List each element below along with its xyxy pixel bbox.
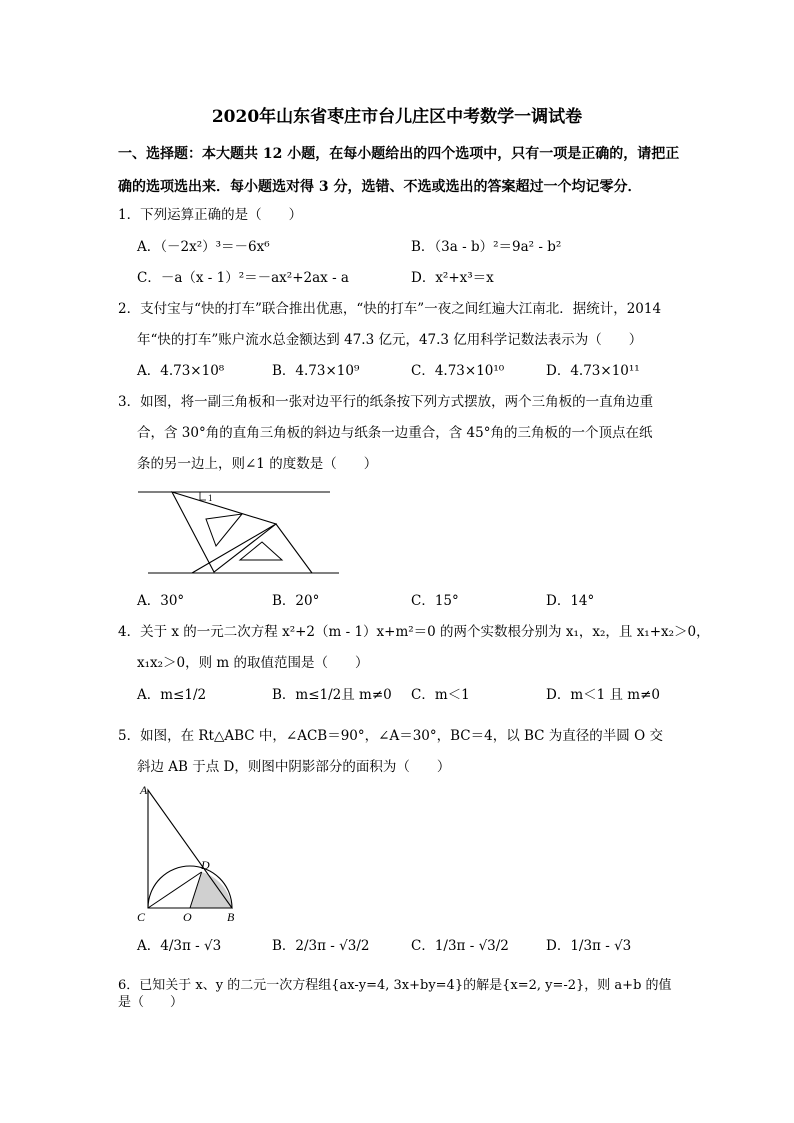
q5-option-d: D．1/3π - √3 [546, 938, 632, 954]
q2-option-c: C．4.73×10¹⁰ [411, 363, 505, 379]
q3-stem-line2: 合，含 30°角的直角三角板的斜边与纸条一边重合，含 45°角的三角板的一个顶点在纸 [137, 425, 653, 441]
q2-option-b: B．4.73×10⁹ [272, 363, 360, 379]
q4-option-b: B．m≤1/2且 m≠0 [272, 687, 392, 703]
q5-triangle-abc [148, 790, 232, 908]
q2-option-d: D．4.73×10¹¹ [546, 363, 640, 379]
q4-stem-line2: x₁x₂＞0，则 m 的取值范围是（ ） [137, 655, 369, 671]
q5-figure-right-triangle [134, 780, 244, 924]
q3-45-degree-triangle-hole [240, 542, 282, 560]
q5-option-a: A．4/3π - √3 [137, 938, 222, 954]
q5-option-b: B．2/3π - √3/2 [272, 938, 370, 954]
q1-stem: 1．下列运算正确的是（ ） [118, 207, 303, 223]
q5-label-b: B [227, 910, 235, 924]
q3-45-degree-triangle [192, 524, 312, 573]
q1-option-b: B．（3a - b）²＝9a² - b² [411, 239, 562, 255]
section-heading-line1: 一、选择题：本大题共 12 小题，在每小题给出的四个选项中，只有一项是正确的，请把正 [118, 146, 680, 162]
q5-option-c: C．1/3π - √3/2 [411, 938, 509, 954]
q1-option-d: D．x²+x³＝x [411, 270, 494, 286]
q5-label-c: C [137, 910, 146, 924]
page-title: 2020年山东省枣庄市台儿庄区中考数学一调试卷 [211, 107, 583, 127]
q3-option-a: A．30° [137, 593, 185, 609]
q3-angle-label: 1 [208, 493, 213, 503]
q5-label-d: D [201, 858, 210, 872]
q3-right-angle-mark [200, 492, 206, 500]
q4-option-a: A．m≤1/2 [137, 687, 207, 703]
q3-30-degree-triangle-hole [206, 514, 242, 546]
q2-stem-line2: 年“快的打车”账户流水总金额达到 47.3 亿元，47.3 亿用科学记数法表示为（ ） [137, 332, 643, 348]
q2-option-a: A．4.73×10⁸ [137, 363, 225, 379]
q5-label-o: O [183, 910, 192, 924]
q6-stem: 6．已知关于 x、y 的二元一次方程组{ax-y=4, 3x+by=4}的解是{x=2, y=-2}，则 a+b 的值是（ ） [118, 978, 672, 1010]
q4-option-d: D．m＜1 且 m≠0 [546, 687, 660, 703]
q4-stem-line1: 4．关于 x 的一元二次方程 x²+2（m - 1）x+m²＝0 的两个实数根分别为 x₁，x₂，且 x₁+x₂＞0， [118, 624, 710, 640]
q3-option-d: D．14° [546, 593, 595, 609]
q3-stem-line3: 条的另一边上，则∠1 的度数是（ ） [137, 456, 378, 472]
q2-stem-line1: 2．支付宝与“快的打车”联合推出优惠，“快的打车”一夜之间红遍大江南北．据统计，2014 [118, 301, 662, 317]
q3-stem-line1: 3．如图，将一副三角板和一张对边平行的纸条按下列方式摆放，两个三角板的一直角边重 [118, 394, 654, 410]
section-heading-line2: 确的选项选出来．每小题选对得 3 分，选错、不选或选出的答案超过一个均记零分． [118, 179, 642, 195]
q1-option-c: C．－a（x - 1）²＝－ax²+2ax - a [137, 270, 349, 286]
q5-stem-line1: 5．如图，在 Rt△ABC 中，∠ACB＝90°，∠A＝30°，BC＝4，以 BC 为直径的半圆 O 交 [118, 728, 663, 744]
q3-option-c: C．15° [411, 593, 459, 609]
q4-option-c: C．m＜1 [411, 687, 470, 703]
q5-stem-line2: 斜边 AB 于点 D，则图中阴影部分的面积为（ ） [137, 759, 451, 775]
q1-option-a: A．（－2x²）³＝－6x⁶ [137, 239, 270, 255]
q3-option-b: B．20° [272, 593, 320, 609]
q5-label-a: A [140, 783, 148, 797]
q3-figure-set-squares [136, 486, 342, 578]
